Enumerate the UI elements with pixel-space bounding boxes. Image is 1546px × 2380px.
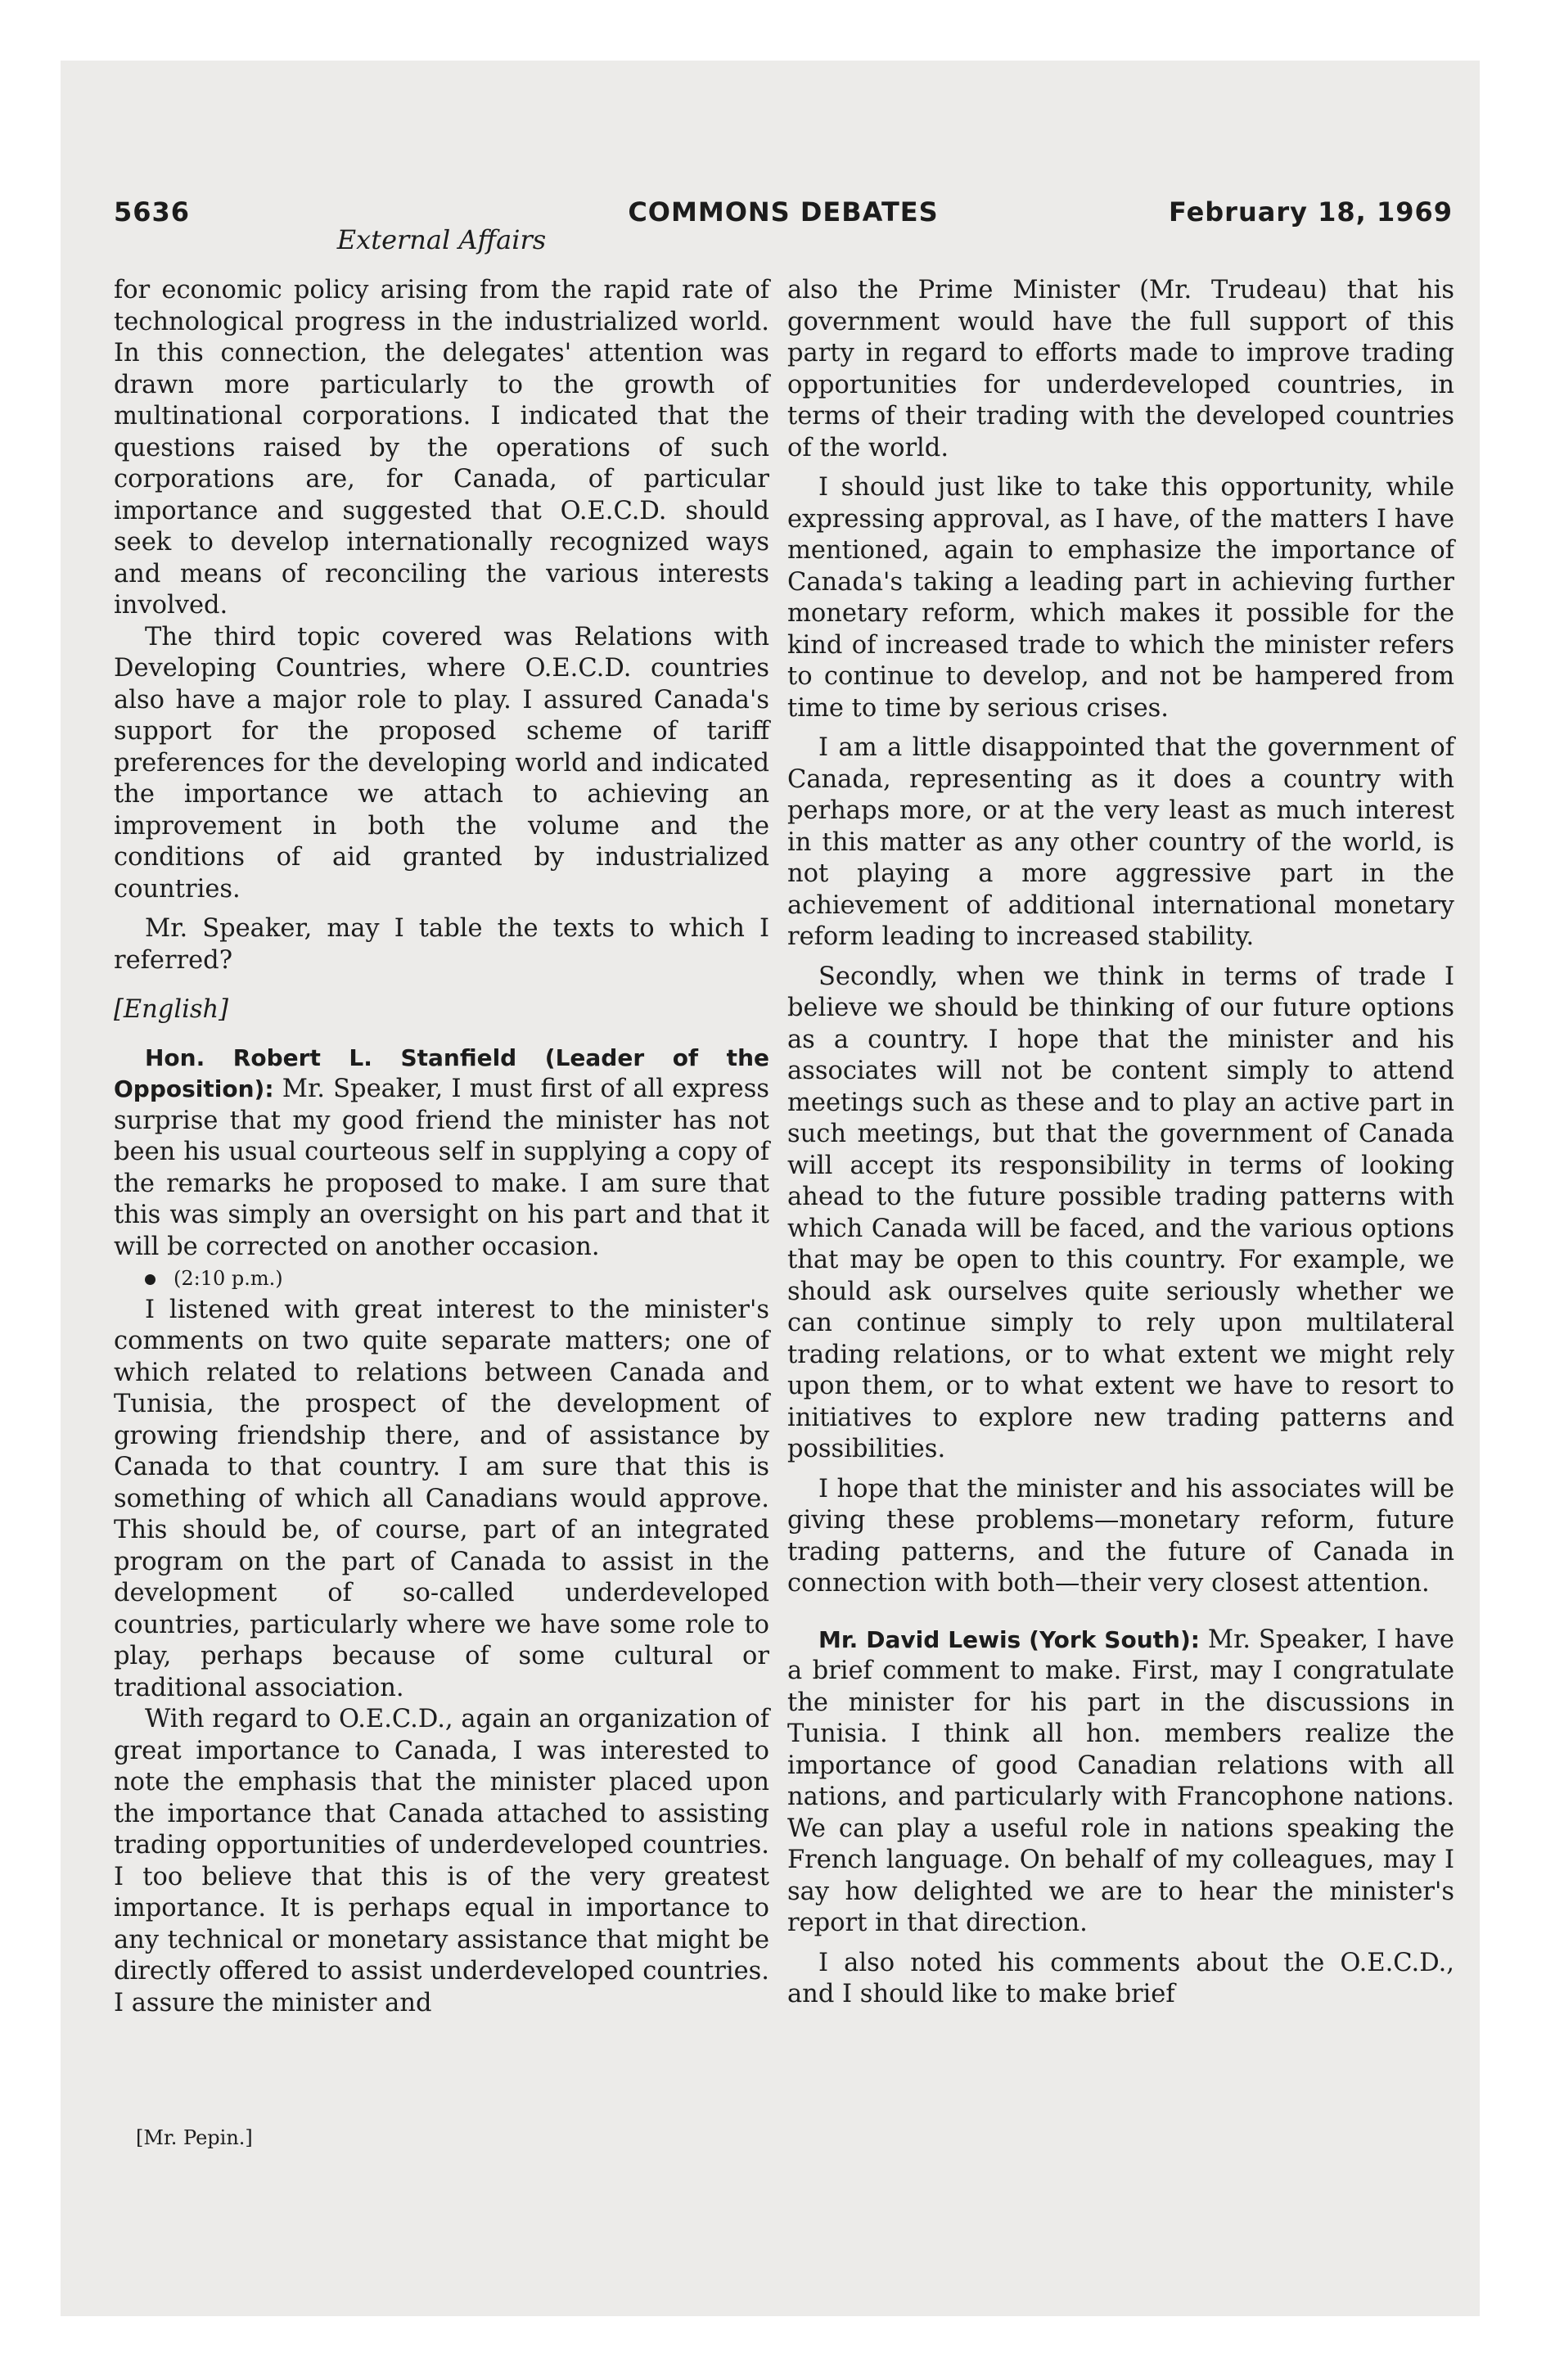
right-column bbox=[787, 275, 1454, 2011]
paragraph: With regard to O.E.C.D., again an organization of great importance to Canada, I was interested to note the emphasis that the minister placed upon the importance that Canada attached to assisting trading opportunities of underdeveloped countries. I too believe that this is of the very greatest importance. It is perhaps equal in importance to any technical or monetary assistance that might be directly offered to assist underdeveloped countries. I assure the minister and bbox=[114, 1705, 769, 2017]
bullet-icon bbox=[145, 1274, 156, 1285]
time-text: (2:10 p.m.) bbox=[174, 1267, 283, 1290]
paragraph: The third topic covered was Relations with Developing Countries, where O.E.C.D. countries also have a major role to play. I assured Canada's support for the proposed scheme of tariff preferences for the developing world and indicated the importance we attach to achieving an improvement in both the volume and the conditions of aid granted by industrialized countries. bbox=[114, 622, 769, 904]
publication-title: COMMONS DEBATES bbox=[628, 196, 939, 228]
speech-text: Mr. Speaker, I have a brief comment to make. First, may I congratulate the minister for his part in the discussions in Tunisia. I think all hon. members realize the importance of good Canadian relations with all nations, and particularly with Francophone nations. We can play a useful role in nations speaking the French language. On behalf of my colleagues, may I say how delighted we are to hear the minister's report in that direction. bbox=[787, 1625, 1454, 1937]
speech-text: Mr. Speaker, I must first of all express surprise that my good friend the minister has not been his usual courteous self in supplying a copy of the remarks he proposed to make. I am sure that this was simply an oversight on his part and that it will be corrected on another occasion. bbox=[114, 1075, 769, 1261]
language-tag: [English] bbox=[114, 995, 229, 1024]
paragraph: Secondly, when we think in terms of trade I believe we should be thinking of our future options as a country. I hope that the minister and his associates will not be content simply to attend meetings such as these and to play an active part in such meetings, but that the government of Canada will accept its responsibility in terms of looking ahead to the future possible trading patterns with which Canada will be faced, and the various options that may be open to this country. For example, we should ask ourselves quite seriously whether we can continue simply to rely upon multilateral trading relations, or to what extent we might rely upon them, or to what extent we have to resort to initiatives to explore new trading patterns and possibilities. bbox=[787, 962, 1454, 1463]
speech-paragraph bbox=[787, 1625, 1454, 1940]
paragraph: I listened with great interest to the minister's comments on two quite separate matters; one of which related to relations between Canada and Tunisia, the prospect of the development of growing friendship there, and of assistance by Canada to that country. I am sure that this is something of which all Canadians would approve. This should be, of course, part of an integrated program on the part of Canada to assist in the development of so-called underdeveloped countries, particularly where we have some role to play, perhaps because of some cultural or traditional association. bbox=[114, 1295, 769, 1702]
speaker-name: Hon. Robert L. Stanfield (Leader of the Opposition): bbox=[114, 1044, 769, 1102]
left-column bbox=[114, 275, 769, 2019]
issue-date: February 18, 1969 bbox=[1169, 196, 1453, 228]
paragraph: also the Prime Minister (Mr. Trudeau) that his government would have the full support of this party in regard to efforts made to improve trading opportunities for underdeveloped countries, in terms of their trading with the developed countries of the world. bbox=[787, 276, 1454, 462]
footer-reference: [Mr. Pepin.] bbox=[136, 2126, 253, 2149]
speaker-name: Mr. David Lewis (York South): bbox=[818, 1625, 1200, 1653]
paragraph: I hope that the minister and his associates will be giving these problems—monetary reform, future trading patterns, and the future of Canada in connection with both—their very closest attention. bbox=[787, 1474, 1454, 1598]
paragraph: I should just like to take this opportunity, while expressing approval, as I have, of the matters I have mentioned, again to emphasize the importance of Canada's taking a leading part in achieving further monetary reform, which makes it possible for the kind of increased trade to which the minister refers to continue to develop, and not be hampered from time to time by serious crises. bbox=[787, 473, 1454, 723]
paragraph: I also noted his comments about the O.E.C.D., and I should like to make brief bbox=[787, 1948, 1454, 2008]
section-subject: External Affairs bbox=[336, 224, 547, 255]
page-number: 5636 bbox=[114, 196, 191, 228]
paragraph: I am a little disappointed that the government of Canada, representing as it does a country with perhaps more, or at the very least as much interest in this matter as any other country of the world, is not playing a more aggressive part in the achievement of additional international monetary reform leading to increased stability. bbox=[787, 733, 1454, 951]
time-stamp bbox=[114, 1263, 769, 1295]
paragraph: Mr. Speaker, may I table the texts to which I referred? bbox=[114, 914, 769, 975]
speech-paragraph bbox=[114, 1043, 769, 1264]
paragraph: for economic policy arising from the rapid rate of technological progress in the industrialized world. In this connection, the delegates' attention was drawn more particularly to the growth of multinational corporations. I indicated that the questions raised by the operations of such corporations are, for Canada, of particular importance and suggested that O.E.C.D. should seek to develop internationally recognized ways and means of reconciling the various interests involved. bbox=[114, 276, 769, 620]
